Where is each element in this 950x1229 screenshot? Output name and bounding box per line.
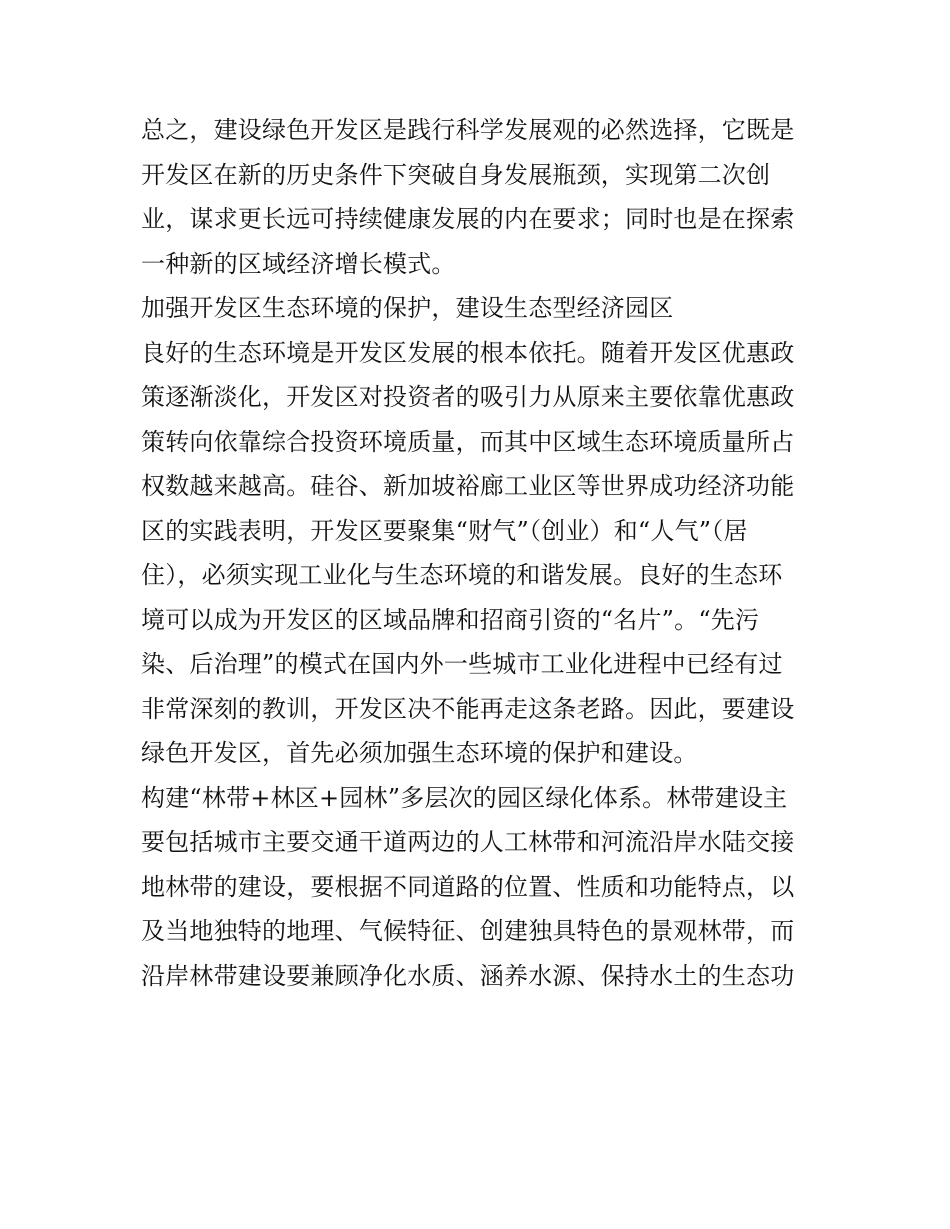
text-line: 良好的生态环境是开发区发展的根本依托。随着开发区优惠政 bbox=[141, 338, 795, 367]
text-line: 及当地独特的地理、气候特征、创建独具特色的景观林带，而 bbox=[141, 917, 795, 945]
text-line: 构建“林带+林区+园林”多层次的园区绿化体系。林带建设主 bbox=[141, 783, 788, 812]
text-line: 开发区在新的历史条件下突破自身发展瓶颈，实现第二次创 bbox=[141, 160, 771, 189]
text-line: 非常深刻的教训，开发区决不能再走这条老路。因此，要建设 bbox=[141, 694, 795, 723]
text-line: 染、后治理”的模式在国内外一些城市工业化进程中已经有过 bbox=[141, 650, 783, 678]
text-line: 总之，建设绿色开发区是践行科学发展观的必然选择，它既是 bbox=[141, 116, 795, 144]
text-line: 策逐渐淡化，开发区对投资者的吸引力从原来主要依靠优惠政 bbox=[141, 383, 795, 411]
text-line: 区的实践表明，开发区要聚集“财气”（创业）和“人气”（居 bbox=[141, 516, 748, 545]
text-line: 境可以成为开发区的区域品牌和招商引资的“名片”。“先污 bbox=[141, 605, 760, 634]
text-line: 一种新的区域经济增长模式。 bbox=[141, 249, 456, 278]
text-line: 策转向依靠综合投资环境质量，而其中区域生态环境质量所占 bbox=[141, 427, 795, 456]
text-line: 沿岸林带建设要兼顾净化水质、涵养水源、保持水土的生态功 bbox=[141, 961, 795, 990]
text-line: 业，谋求更长远可持续健康发展的内在要求；同时也是在探索 bbox=[141, 205, 795, 233]
text-line: 绿色开发区，首先必须加强生态环境的保护和建设。 bbox=[141, 739, 698, 767]
text-line: 权数越来越高。硅谷、新加坡裕廊工业区等世界成功经济功能 bbox=[141, 472, 795, 500]
section-heading: 加强开发区生态环境的保护，建设生态型经济园区 bbox=[141, 294, 674, 322]
body-text bbox=[141, 108, 821, 998]
text-line: 要包括城市主要交通干道两边的人工林带和河流沿岸水陆交接 bbox=[141, 828, 795, 856]
text-line: 住），必须实现工业化与生态环境的和谐发展。良好的生态环 bbox=[141, 561, 783, 589]
text-line: 地林带的建设，要根据不同道路的位置、性质和功能特点，以 bbox=[141, 872, 795, 901]
